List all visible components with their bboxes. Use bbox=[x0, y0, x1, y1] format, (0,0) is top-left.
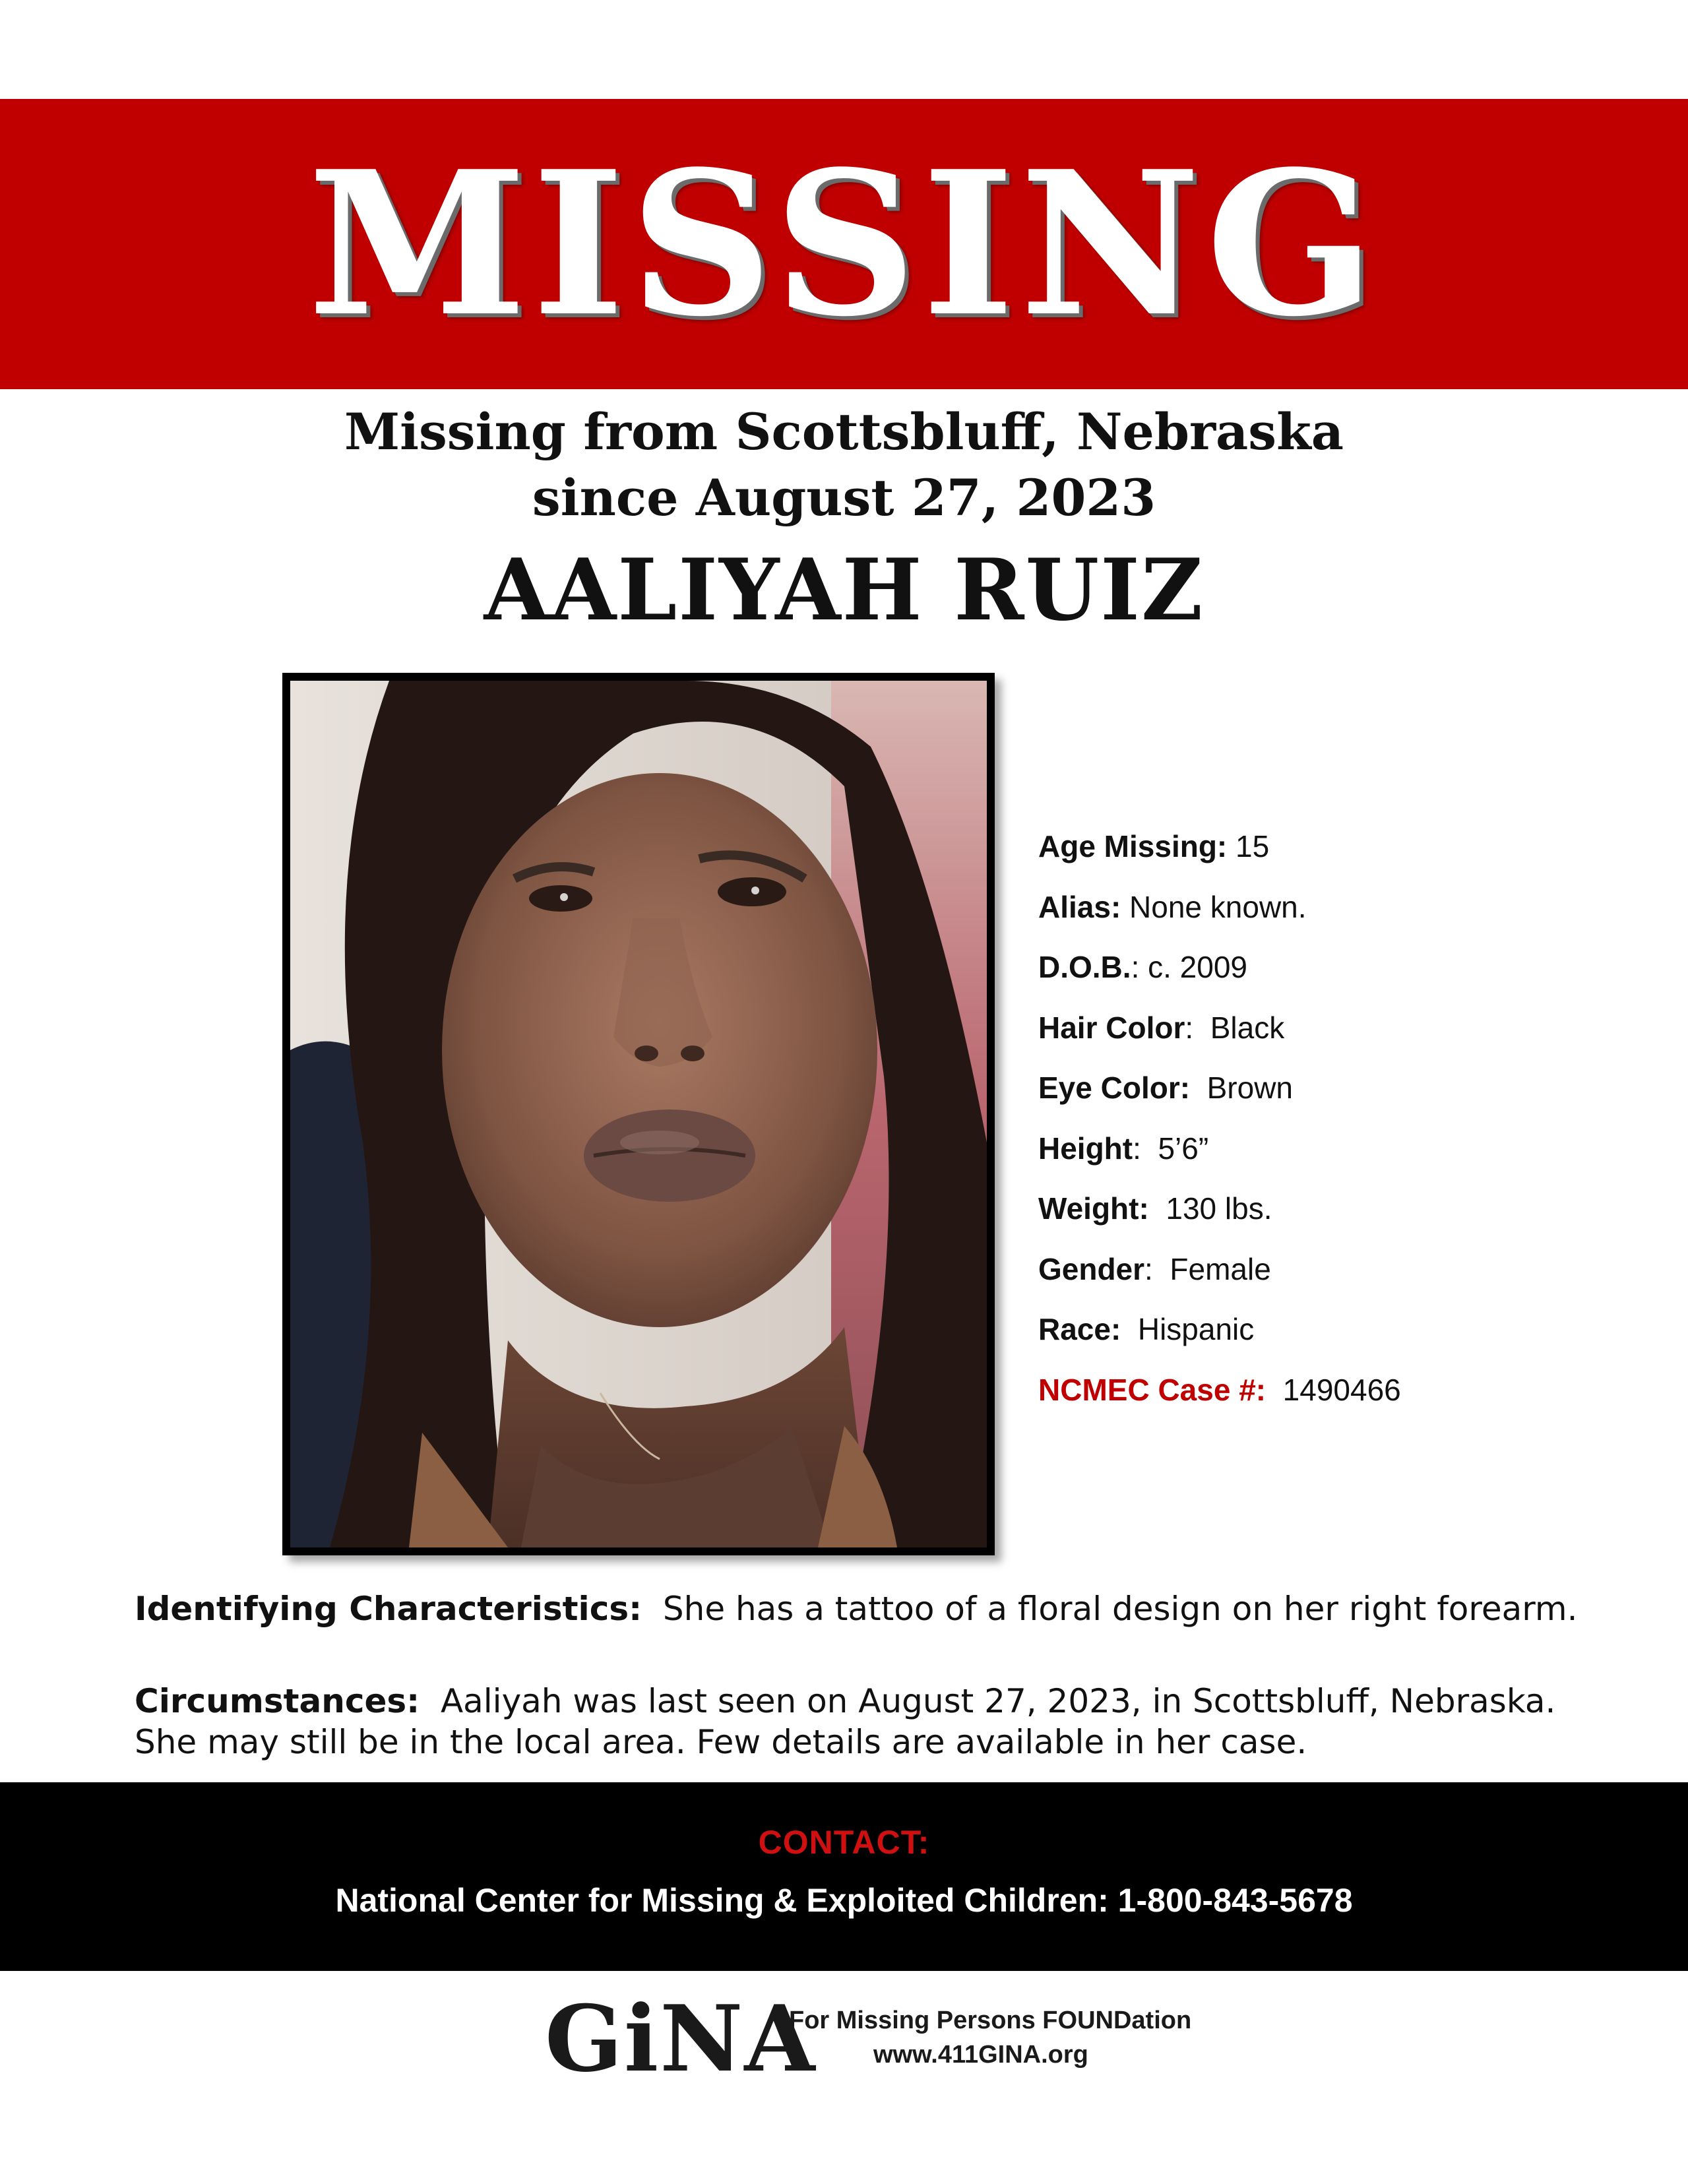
contact-phone-line: National Center for Missing & Exploited Children: 1-800-843-5678 bbox=[335, 1882, 1353, 1919]
detail-race: Race: Hispanic bbox=[1038, 1312, 1255, 1346]
detail-eye-color: Eye Color: Brown bbox=[1038, 1071, 1293, 1105]
detail-age: Age Missing: 15 bbox=[1038, 829, 1270, 863]
detail-gender: Gender: Female bbox=[1038, 1251, 1271, 1286]
gina-logo-mark: GiNA bbox=[545, 1985, 817, 2092]
circumstances: Circumstances: Aaliyah was last seen on August 27, 2023, in Scottsbluff, Nebraska. She may still be in the local area. Few details are available in her case. bbox=[135, 1682, 1556, 1761]
detail-ncmec-case: NCMEC Case #: 1490466 bbox=[1038, 1372, 1401, 1407]
details-list bbox=[1038, 817, 1632, 1420]
gina-logo bbox=[545, 1985, 1192, 2092]
portrait-illustration bbox=[290, 681, 987, 1547]
missing-title: MISSING bbox=[307, 127, 1381, 360]
contact-heading: CONTACT: bbox=[758, 1824, 930, 1861]
missing-banner bbox=[0, 99, 1688, 389]
contact-bar bbox=[0, 1782, 1688, 1971]
gina-tagline: For Missing Persons FOUNDation bbox=[789, 2007, 1192, 2034]
missing-since-line: since August 27, 2023 bbox=[532, 468, 1156, 527]
detail-weight: Weight: 130 lbs. bbox=[1038, 1191, 1272, 1226]
detail-height: Height: 5’6” bbox=[1038, 1131, 1209, 1166]
detail-hair-color: Hair Color: Black bbox=[1038, 1010, 1285, 1045]
gina-website-link[interactable]: www.411GINA.org bbox=[873, 2041, 1088, 2069]
missing-from-line: Missing from Scottsbluff, Nebraska bbox=[344, 402, 1344, 461]
detail-alias: Alias: None known. bbox=[1038, 889, 1307, 924]
portrait-photo bbox=[282, 673, 995, 1555]
identifying-characteristics: Identifying Characteristics: She has a tattoo of a floral design on her right forearm. bbox=[135, 1590, 1578, 1628]
detail-dob: D.O.B.: c. 2009 bbox=[1038, 950, 1248, 984]
person-name: AALIYAH RUIZ bbox=[484, 541, 1204, 640]
